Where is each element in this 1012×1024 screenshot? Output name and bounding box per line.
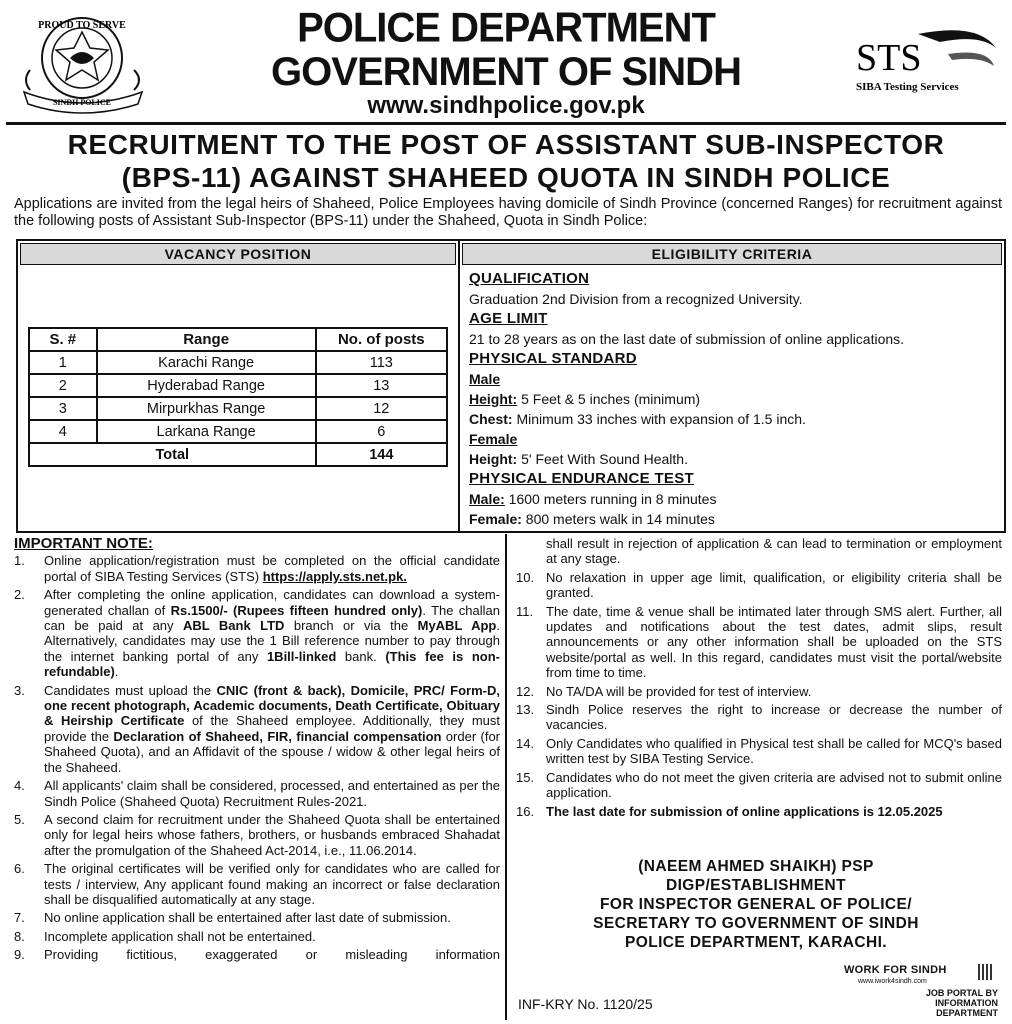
cell-sno: 4 [29, 420, 97, 443]
note-item [512, 770, 1002, 801]
signatory-on-behalf: FOR INSPECTOR GENERAL OF POLICE/ [600, 896, 912, 913]
note-item [10, 553, 500, 584]
note-number: 2. [14, 587, 25, 603]
recruitment-banner [6, 128, 1006, 194]
important-note-heading: IMPORTANT NOTE: [14, 535, 153, 552]
total-label: Total [29, 443, 316, 466]
note-text: Sindh Police reserves the right to increase or decrease the number of vacancies. [546, 702, 1002, 733]
note-number: 5. [14, 811, 25, 827]
note-2-fee: Rs.1500/- (Rupees fifteen hundred only) [170, 602, 423, 618]
signatory-designation: DIGP/ESTABLISHMENT [665, 877, 846, 894]
sindh-police-logo [20, 10, 150, 114]
male-height-line [469, 389, 999, 409]
note-text: No online application shall be entertained after last date of submission. [44, 910, 451, 926]
male-height-value: 5 Feet & 5 inches (minimum) [517, 391, 701, 407]
note-9-continued: shall result in rejection of application & can lead to termination or employment at any stage. [546, 536, 1002, 567]
chest-label: Chest: [469, 411, 513, 427]
endurance-male-value: 1600 meters running in 8 minutes [504, 491, 717, 507]
cell-sno: 1 [29, 351, 97, 374]
note-number: 14. [516, 735, 535, 751]
note-text: All applicants' claim shall be considered, processed, and entertained as per the Sindh Police (Shaheed Quota) Recruitment Rules-2021. [44, 778, 500, 809]
chest-line [469, 409, 999, 429]
note-2-1bill: 1Bill-linked [266, 648, 337, 664]
age-limit-heading: AGE LIMIT [469, 310, 548, 327]
website-link[interactable]: www.sindhpolice.gov.pk [367, 92, 645, 119]
banner-line-1: RECRUITMENT TO THE POST OF ASSISTANT SUB-INSPECTOR [67, 129, 945, 160]
work-for-sindh-logo [832, 962, 1002, 1018]
reference-number: INF-KRY No. 1120/25 [518, 996, 653, 1012]
note-text [44, 683, 500, 775]
advertisement-page [6, 4, 1006, 1020]
note-number: 4. [14, 778, 25, 794]
table-row [29, 351, 447, 374]
cell-range: Hyderabad Range [97, 374, 316, 397]
note-text: Providing fictitious, exaggerated or misleading information [44, 947, 500, 963]
vacancy-heading: VACANCY POSITION [20, 243, 456, 265]
note-item [10, 587, 500, 679]
note-text: Incomplete application shall not be entertained. [44, 928, 316, 944]
vacancy-eligibility-box [16, 239, 1006, 533]
table-total-row [29, 443, 447, 466]
note-text: The date, time & venue shall be intimated later through SMS alert. Further, all updates and notifications about the test dates, admit slips, result announcements or any other information shall be uploaded on the STS website/portal as well. In this regard, candidates must visit the portal/website from time to time. [546, 603, 1002, 681]
note-text: Candidates who do not meet the given criteria are advised not to submit online application. [546, 769, 1002, 801]
endurance-female-line [469, 509, 999, 529]
note-2-text-a: After completing the online application, candidates can download a system-generated challan of [44, 587, 500, 618]
table-header-row [29, 328, 447, 351]
cell-posts: 6 [316, 420, 447, 443]
note-3-declaration: Declaration of Shaheed, FIR, financial compensation [113, 728, 442, 744]
note-3-text-a: Candidates must upload the [44, 682, 217, 698]
note-text: The original certificates will be verified only for candidates who are called for tests / interview, Any applicant found making an incorrect or false declaration shall be disqualified automatically at any stage. [44, 861, 500, 907]
note-number: 15. [516, 769, 535, 785]
note-2-text-i: bank. [336, 648, 386, 664]
cell-range: Karachi Range [97, 351, 316, 374]
table-row [29, 374, 447, 397]
age-limit-text: 21 to 28 years as on the last date of submission of online applications. [469, 331, 905, 347]
chest-value: Minimum 33 inches with expansion of 1.5 inch. [512, 411, 806, 427]
important-notes-right [512, 536, 1002, 822]
note-item [512, 736, 1002, 767]
note-item [10, 861, 500, 907]
col-header-sno: S. # [29, 328, 97, 351]
note-text: Only Candidates who qualified in Physical test shall be called for MCQ's based written test by SIBA Testing Service. [546, 735, 1002, 767]
note-item [512, 570, 1002, 601]
vacancy-column [18, 241, 460, 531]
note-2-text-k: . [114, 664, 119, 680]
note-text: No TA/DA will be provided for test of interview. [546, 683, 812, 699]
note-item [10, 812, 500, 858]
eligibility-criteria [469, 269, 999, 529]
work-for-sindh-text: WORK FOR SINDH [844, 964, 947, 976]
female-height-value: 5' Feet With Sound Health. [517, 451, 688, 467]
job-portal-line-1: JOB PORTAL BY [925, 988, 998, 998]
notes-divider [505, 534, 507, 1020]
note-text: No relaxation in upper age limit, qualification, or eligibility criteria shall be granted. [546, 569, 1002, 601]
note-item [10, 778, 500, 809]
qualification-text: Graduation 2nd Division from a recognized University. [469, 291, 803, 307]
job-portal-credit [872, 988, 998, 1018]
logo-left-bottom-text: SINDH POLICE [52, 98, 112, 107]
work-for-sindh-url[interactable]: www.iwork4sindh.com [858, 978, 927, 985]
note-number: 3. [14, 682, 25, 698]
note-2-nonrefund: (This fee is non-refundable) [44, 648, 501, 680]
note-item [512, 702, 1002, 733]
note-text [44, 553, 500, 584]
male-heading: Male [469, 371, 501, 387]
total-value: 144 [316, 443, 447, 466]
note-item [512, 684, 1002, 699]
table-row [29, 397, 447, 420]
job-portal-line-2: INFORMATION DEPARTMENT [935, 998, 998, 1018]
note-number: 11. [516, 603, 534, 619]
note-item [512, 536, 1002, 567]
signatory-name: (NAEEM AHMED SHAIKH) PSP [638, 858, 874, 875]
cell-sno: 2 [29, 374, 97, 397]
physical-standard-heading: PHYSICAL STANDARD [469, 350, 637, 367]
cell-sno: 3 [29, 397, 97, 420]
note-number: 12. [516, 683, 535, 699]
note-2-app: MyABL App [417, 618, 497, 634]
qualification-heading: QUALIFICATION [469, 270, 590, 287]
endurance-female-value: 800 meters walk in 14 minutes [521, 511, 715, 527]
note-item [512, 804, 1002, 819]
vacancy-table [28, 327, 448, 467]
header [6, 4, 1006, 125]
banner-line-2: (BPS-11) AGAINST SHAHEED QUOTA IN SINDH POLICE [121, 162, 891, 193]
signatory-department: POLICE DEPARTMENT, KARACHI. [625, 934, 887, 951]
note-2-bank: ABL Bank LTD [182, 618, 285, 634]
sts-logo-text: STS [856, 37, 922, 79]
note-item [10, 947, 500, 962]
endurance-male-label: Male: [469, 491, 505, 507]
note-3-text-c: of the Shaheed employee. Additionally, they must provide the [44, 713, 500, 744]
note-number: 1. [14, 553, 25, 569]
note-2-text-g: . Alternatively, candidates may use the 1 Bill reference number to pay through the internet banking portal of any [44, 618, 500, 664]
cell-range: Mirpurkhas Range [97, 397, 316, 420]
note-item [10, 910, 500, 925]
endurance-heading: PHYSICAL ENDURANCE TEST [469, 470, 694, 487]
cell-posts: 113 [316, 351, 447, 374]
note-3-text-e: order (for Shaheed Quota), and an Affidavit of the spouse / widow & other legal heirs of the Shaheed. [44, 728, 501, 775]
intro-paragraph: Applications are invited from the legal heirs of Shaheed, Police Employees having domicile of Sindh Province (concerned Ranges) for recruitment against the following posts of Assistant Sub-Inspector (BPS-11) under the Shaheed, Quota in Sindh Police: [14, 196, 1002, 229]
table-row [29, 420, 447, 443]
department-title: POLICE DEPARTMENT [297, 4, 715, 52]
female-height-label: Height: [469, 451, 518, 467]
signature-block [546, 857, 966, 952]
note-item [10, 929, 500, 944]
note-text: A second claim for recruitment under the Shaheed Quota shall be entertained only for legal heirs whose fathers, brothers, or husbands embraced Shahadat after the promulgation of the Shaheed Act-2014, i.e., 11.06.2014. [44, 811, 500, 858]
note-item [512, 604, 1002, 681]
sts-logo [848, 26, 998, 98]
cell-posts: 13 [316, 374, 447, 397]
note-number-blank [512, 536, 546, 567]
male-height-label: Height: [469, 391, 518, 407]
endurance-female-label: Female: [469, 511, 522, 527]
note-text [44, 587, 500, 679]
col-header-posts: No. of posts [316, 328, 447, 351]
government-title: GOVERNMENT OF SINDH [271, 50, 741, 94]
cell-range: Larkana Range [97, 420, 316, 443]
note-number: 16. [516, 803, 535, 819]
note-1-text: Online application/registration must be completed on the official candidate portal of SIBA Testing Services (STS) [44, 553, 500, 584]
note-number: 13. [516, 702, 535, 718]
note-2-text-e: branch or via the [284, 618, 418, 634]
note-3-documents: CNIC (front & back), Domicile, PRC/ Form-D, one recent photograph, Academic documents, Death Certificate, Obituary & Heirship Certificate [44, 682, 500, 729]
sts-logo-subtext: SIBA Testing Services [856, 81, 959, 93]
eligibility-heading: ELIGIBILITY CRITERIA [462, 243, 1002, 265]
note-last-date: The last date for submission of online applications is 12.05.2025 [546, 803, 943, 819]
note-number: 7. [14, 910, 25, 926]
note-2-text-c: . The challan can be paid at any [44, 602, 500, 634]
logo-left-top-text: PROUD TO SERVE [38, 20, 126, 31]
qr-code-icon [978, 964, 994, 980]
col-header-range: Range [97, 328, 316, 351]
note-number: 9. [14, 947, 25, 963]
note-number: 8. [14, 928, 25, 944]
note-number: 10. [516, 569, 535, 585]
note-number: 6. [14, 861, 25, 877]
sts-portal-link[interactable]: https://apply.sts.net.pk. [262, 568, 407, 584]
cell-posts: 12 [316, 397, 447, 420]
female-heading: Female [469, 431, 518, 447]
signatory-secretary: SECRETARY TO GOVERNMENT OF SINDH [593, 915, 919, 932]
note-item [10, 683, 500, 775]
female-height-line [469, 449, 999, 469]
endurance-male-line [469, 489, 999, 509]
important-notes-left [10, 536, 500, 966]
